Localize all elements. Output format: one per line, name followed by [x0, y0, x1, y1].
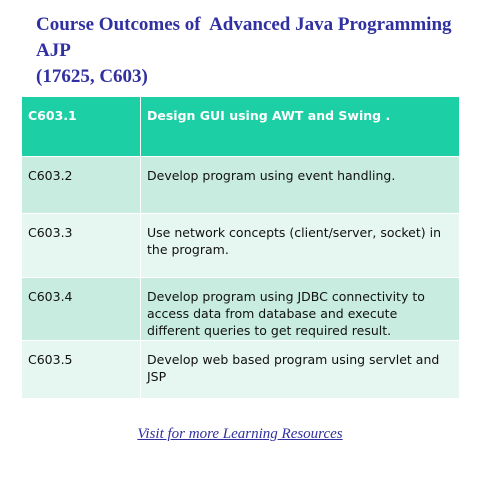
outcome-description: Develop program using JDBC connectivity to access data from database and execute different queries to get required result. [141, 278, 460, 341]
outcome-code: C603.5 [22, 341, 141, 399]
table-row [22, 341, 460, 399]
table-row [22, 278, 460, 341]
course-outcomes-table [22, 97, 460, 399]
slide-title: Course Outcomes of Advanced Java Programming AJP (17625, C603) [36, 14, 452, 87]
outcome-code: C603.3 [22, 214, 141, 278]
outcome-code: C603.1 [22, 97, 141, 157]
table-row [22, 214, 460, 278]
learning-resources-link[interactable]: Visit for more Learning Resources [137, 426, 343, 442]
table-row [22, 157, 460, 214]
table-header-row [22, 97, 460, 157]
outcome-description: Design GUI using AWT and Swing . [141, 97, 460, 157]
outcome-code: C603.4 [22, 278, 141, 341]
outcome-description: Use network concepts (client/server, socket) in the program. [141, 214, 460, 278]
outcome-code: C603.2 [22, 157, 141, 214]
outcome-description: Develop web based program using servlet and JSP [141, 341, 460, 399]
outcome-description: Develop program using event handling. [141, 157, 460, 214]
